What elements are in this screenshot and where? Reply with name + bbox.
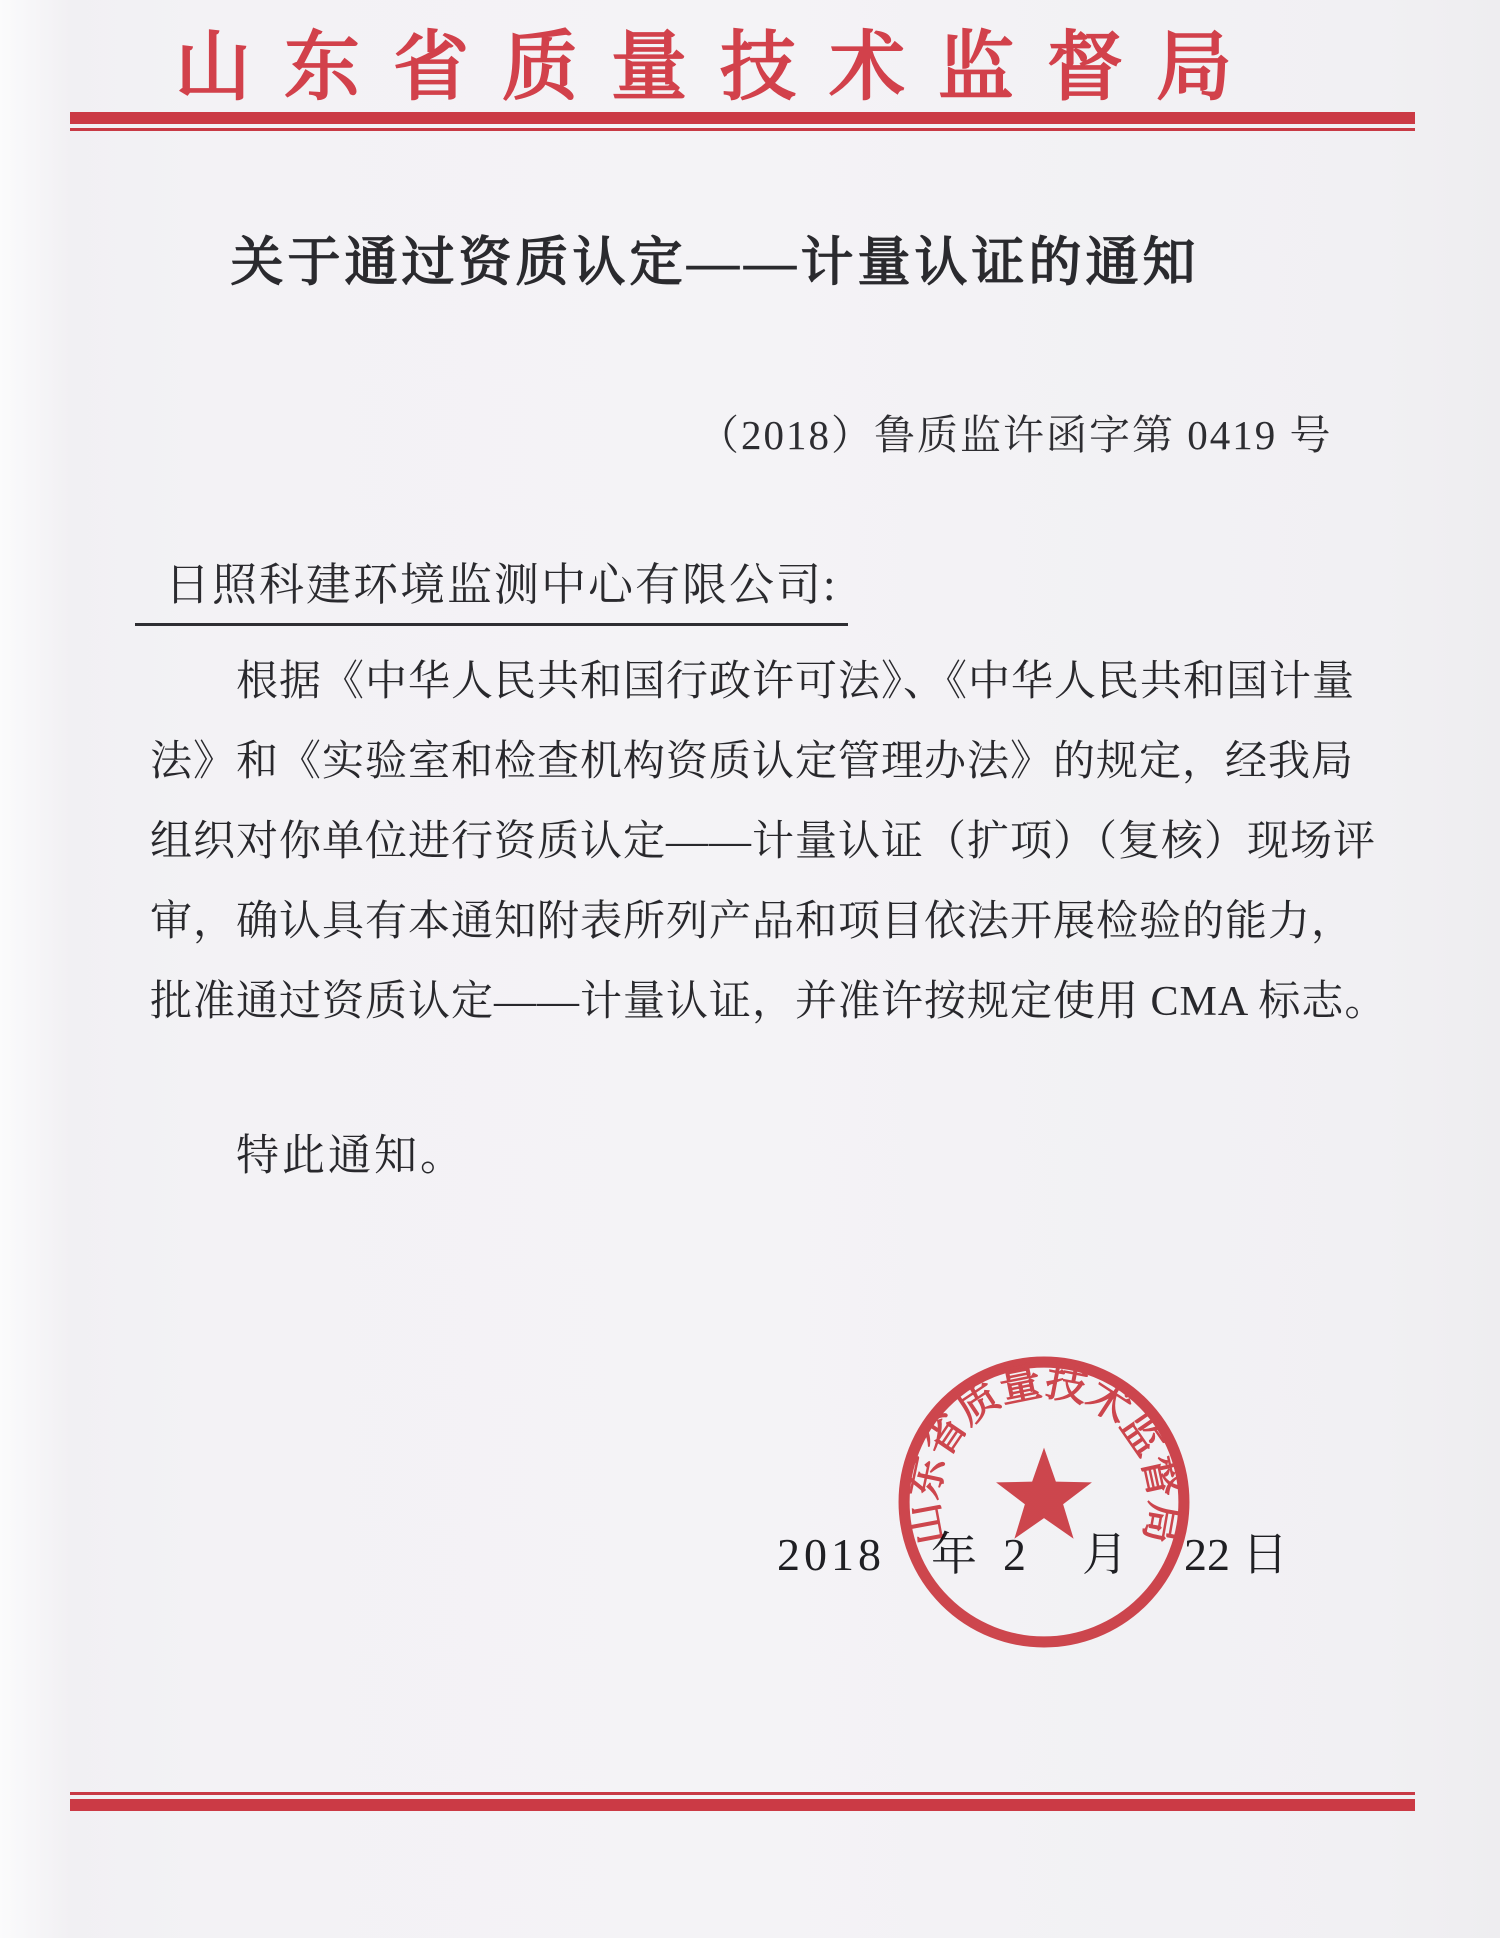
body-line: 根据《中华人民共和国行政许可法》、《中华人民共和国计量 — [236, 659, 1356, 705]
footer-double-rule — [70, 1792, 1415, 1811]
date-month-unit: 月 — [1082, 1529, 1128, 1580]
date-day-unit: 日 — [1242, 1529, 1288, 1580]
body-line: 法》和《实验室和检查机构资质认定管理办法》的规定，经我局 — [150, 739, 1355, 785]
date-month: 2 — [1003, 1529, 1026, 1580]
seal-ring-text: 山东省质量技术监督局 — [899, 1358, 1189, 1549]
date-day: 22 — [1184, 1529, 1230, 1580]
body-paragraph — [150, 642, 1388, 1042]
rule-thin-line — [70, 128, 1415, 131]
official-seal — [893, 1348, 1195, 1656]
rule-thick-line — [70, 1799, 1415, 1811]
date-year-unit: 年 — [931, 1529, 977, 1580]
rule-thick-line — [70, 112, 1415, 124]
body-line: 审，确认具有本通知附表所列产品和项目依法开展检验的能力， — [150, 899, 1355, 945]
agency-letterhead: 山东省质量技术监督局 — [175, 26, 1265, 110]
addressee-company: 日照科建环境监测中心有限公司: — [135, 548, 848, 626]
closing-phrase: 特此通知。 — [236, 1133, 466, 1180]
body-line: 组织对你单位进行资质认定——计量认证（扩项）（复核）现场评 — [150, 819, 1377, 865]
document-number: （2018）鲁质监许函字第 0419 号 — [698, 412, 1333, 458]
star-icon — [996, 1448, 1092, 1539]
body-line: 批准通过资质认定——计量认证，并准许按规定使用 CMA 标志。 — [150, 979, 1388, 1025]
date-year: 2018 — [777, 1529, 885, 1580]
notice-title: 关于通过资质认定——计量认证的通知 — [230, 234, 1200, 292]
letterhead-double-rule — [70, 112, 1415, 131]
